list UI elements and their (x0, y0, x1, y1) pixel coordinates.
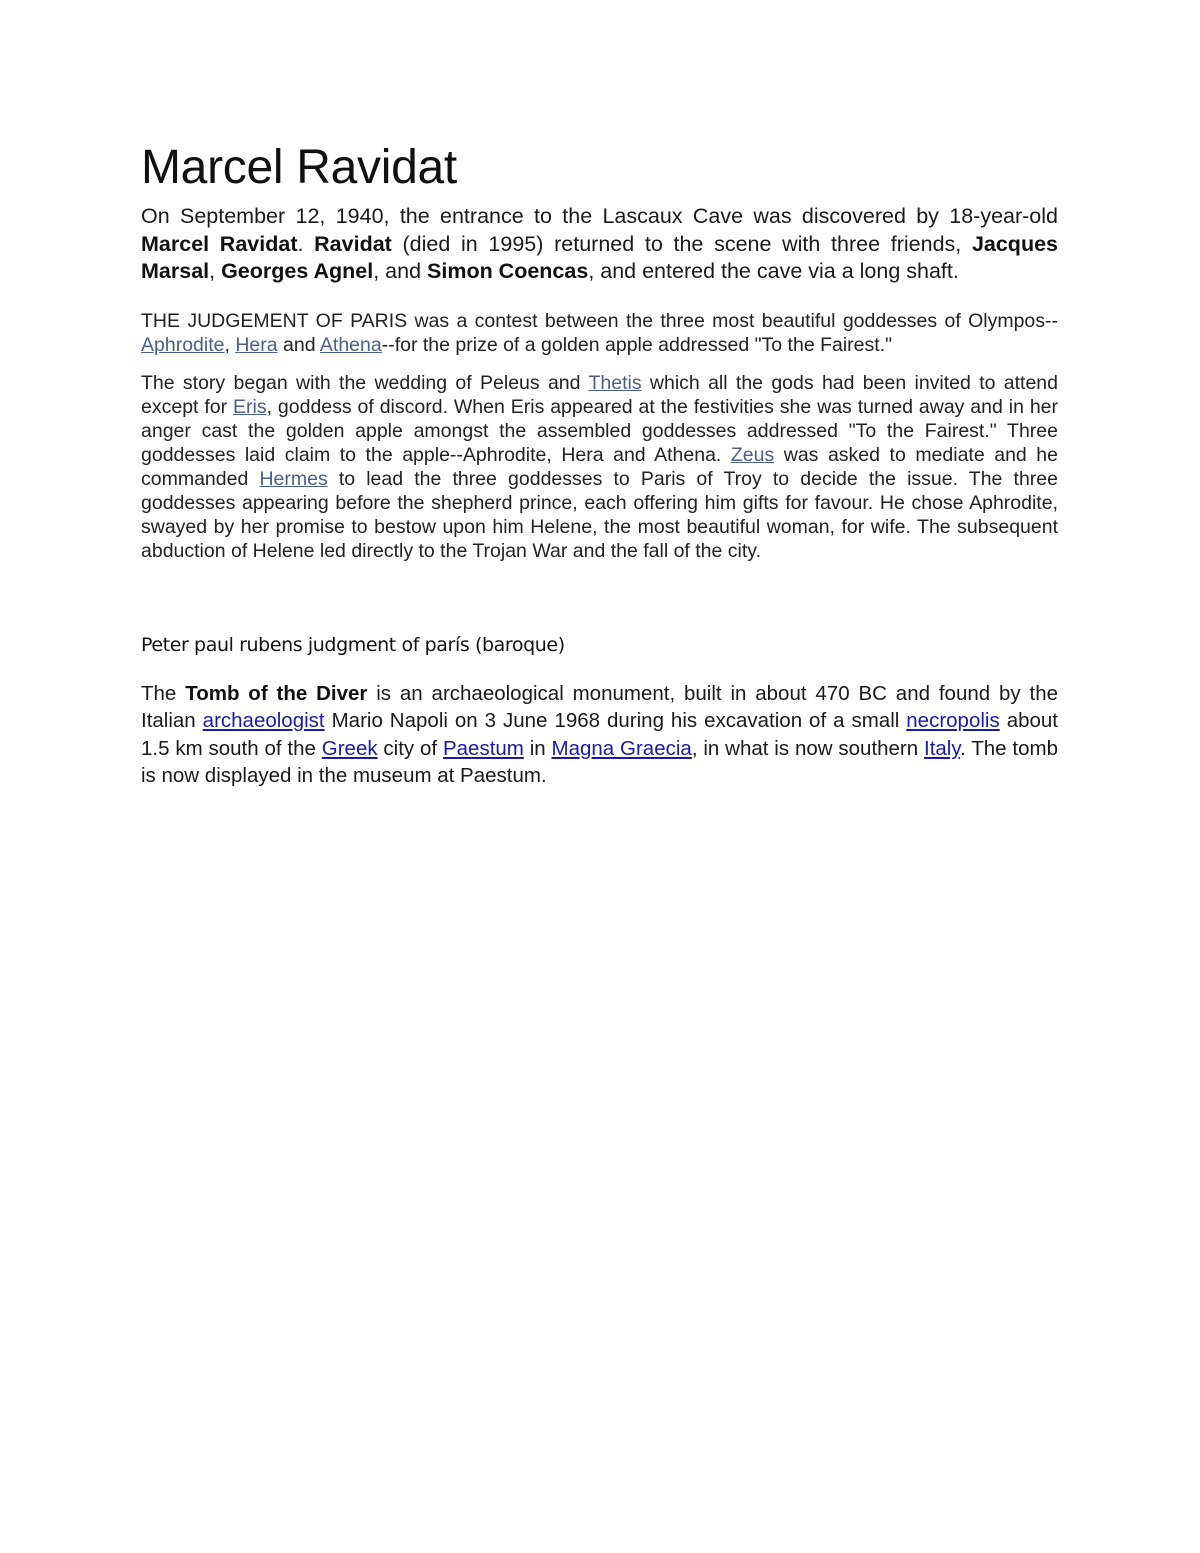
link-athena[interactable]: Athena (319, 333, 382, 356)
text-run: , (224, 333, 236, 356)
text-run: city of (377, 736, 443, 760)
link-italy[interactable]: Italy (924, 736, 961, 760)
paragraph-story (141, 371, 1058, 563)
link-paestum[interactable]: Paestum (442, 736, 524, 760)
text-run: Mario Napoli on 3 June 1968 during his excavation of a small (324, 709, 907, 732)
text-run: , goddess of discord. When Eris appeared at the festivities she was turned away and in her anger cast the golden apple amongst the assembled goddesses addressed "To the Fairest." Three goddesses laid claim to the apple--Aphrodite, Hera and Athena. (141, 395, 1059, 466)
bold-tomb-of-the-diver: Tomb of the Diver (185, 681, 368, 705)
text-run: in (523, 736, 552, 760)
page-title: Marcel Ravidat (141, 141, 457, 194)
bold-name-marcel-ravidat: Marcel Ravidat (141, 231, 298, 256)
text-run: and (277, 333, 320, 356)
text-run: was asked to mediate and he commanded (141, 443, 1058, 490)
text-run: --for the prize of a golden apple addressed "To the Fairest." (381, 333, 893, 356)
bold-name-ravidat: Ravidat (314, 231, 392, 256)
text-run: , and (373, 259, 428, 283)
link-aphrodite[interactable]: Aphrodite (141, 333, 225, 356)
text-run: THE JUDGEMENT OF PARIS was a contest between the three most beautiful goddesses of Olympos-- (141, 309, 1058, 332)
text-run: The story began with the wedding of Peleus and (141, 371, 589, 394)
link-thetis[interactable]: Thetis (588, 371, 642, 394)
link-zeus[interactable]: Zeus (730, 443, 775, 466)
link-archaeologist[interactable]: archaeologist (202, 709, 325, 732)
link-eris[interactable]: Eris (233, 395, 267, 418)
text-run: , and entered the cave via a long shaft. (588, 259, 959, 283)
text-run: to lead the three goddesses to Paris of Troy to decide the issue. The three goddesses appearing before the shepherd prince, each offering him gifts for favour. He chose Aphrodite, swayed by her promise to bestow upon him Helene, the most beautiful woman, for wife. The subsequent abduction of Helene led directly to the Trojan War and the fall of the city. (141, 467, 1058, 562)
text-run: , in what is now southern (691, 736, 925, 760)
text-run: is an archaeological monument, built in about 470 BC and found by the Italian (141, 681, 1058, 732)
text-run: On September 12, 1940, the entrance to the Lascaux Cave was discovered by 18-year-old (141, 204, 1058, 228)
document-body (141, 140, 1058, 790)
link-hermes[interactable]: Hermes (259, 467, 328, 490)
text-run: . (297, 231, 315, 256)
text-run: The (141, 681, 186, 705)
paragraph-tomb-of-the-diver (141, 680, 1058, 790)
link-necropolis[interactable]: necropolis (906, 709, 1000, 732)
bold-name-georges-agnel: Georges Agnel (221, 259, 374, 283)
link-hera[interactable]: Hera (235, 333, 278, 356)
image-caption: Peter paul rubens judgment of parís (baroque) (141, 633, 565, 656)
text-run: , (209, 259, 222, 283)
paragraph-lascaux (141, 203, 1058, 286)
bold-name-simon-coencas: Simon Coencas (427, 259, 589, 283)
text-run: which all the gods had been invited to attend except for (141, 371, 1058, 418)
bold-name-jacques-marsal: Jacques Marsal (141, 231, 1058, 283)
paragraph-judgement-of-paris (141, 309, 1058, 357)
text-run: about 1.5 km south of the (141, 709, 1058, 760)
link-greek[interactable]: Greek (321, 736, 378, 760)
text-run: (died in 1995) returned to the scene with three friends, (391, 231, 972, 256)
text-run: . The tomb is now displayed in the museum at Paestum. (141, 736, 1058, 787)
link-magna-graecia[interactable]: Magna Graecia (551, 736, 692, 760)
